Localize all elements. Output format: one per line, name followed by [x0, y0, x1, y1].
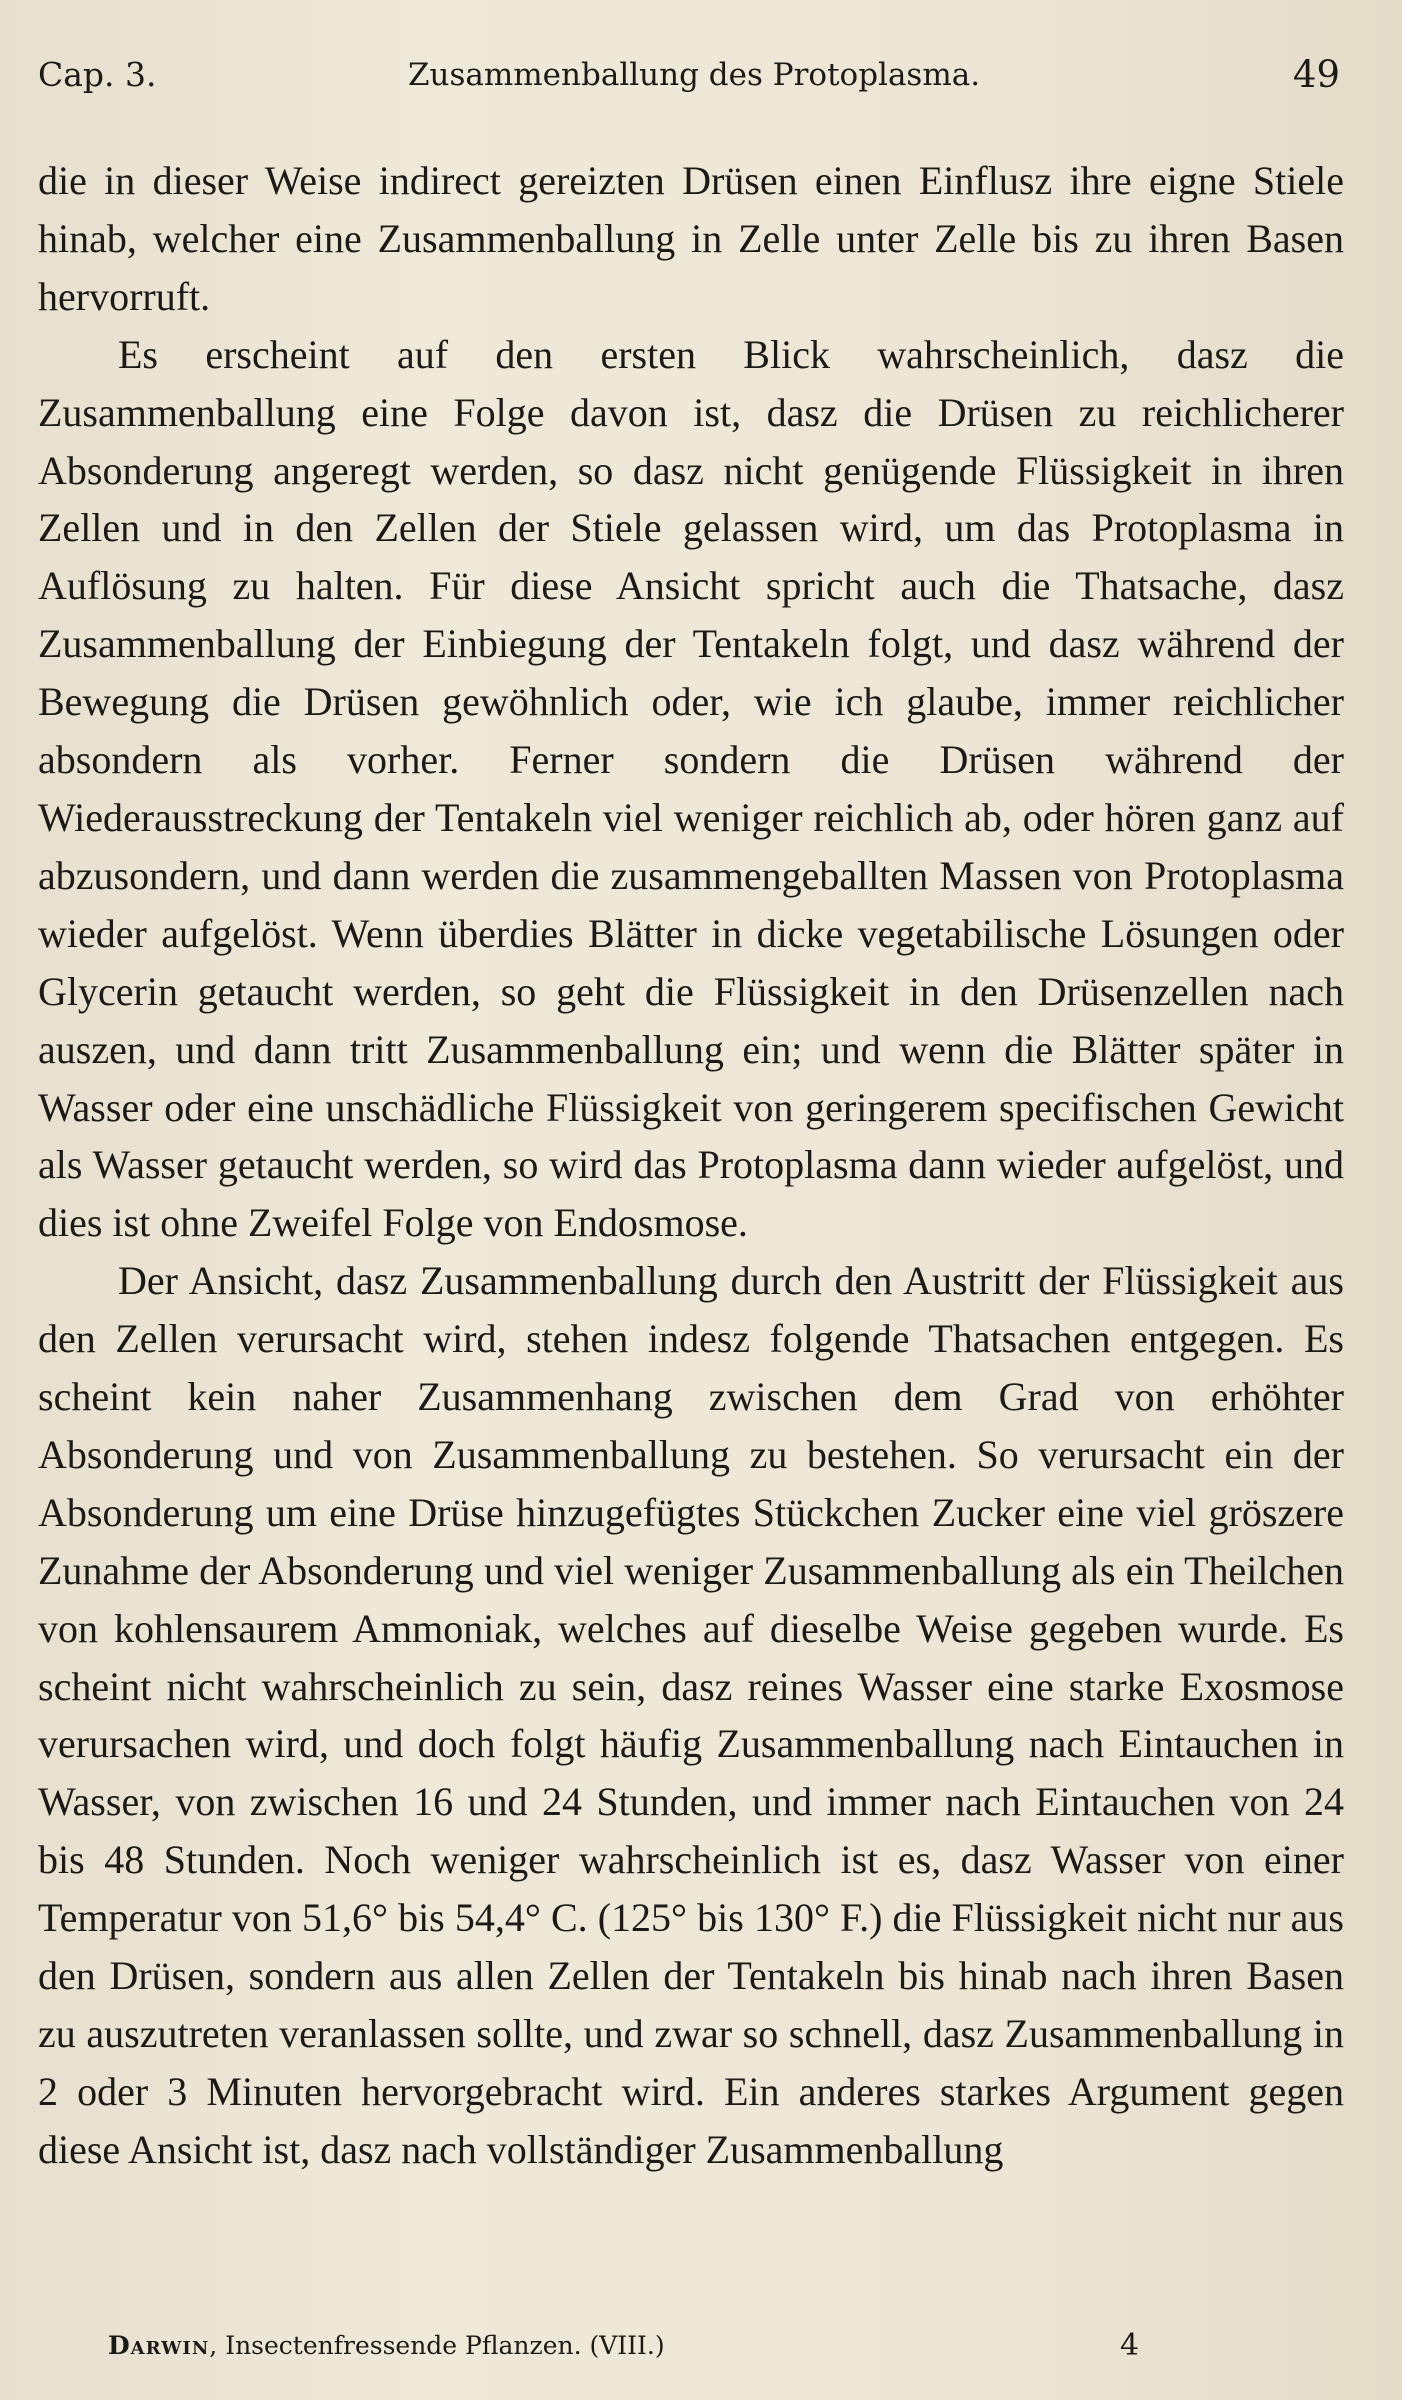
body-text	[38, 152, 1344, 2179]
paragraph-3: Der Ansicht, dasz Zusammenballung durch den Austritt der Flüssigkeit aus den Zellen verursacht wird, stehen indesz folgende Thatsachen entgegen. Es scheint kein naher Zusammenhang zwischen dem Grad von erhöhter Absonderung und von Zusammenballung zu bestehen. So verursacht ein der Absonderung um eine Drüse hinzugefügtes Stückchen Zucker eine viel gröszere Zunahme der Absonderung und viel weniger Zusammenballung als ein Theilchen von kohlensaurem Ammoniak, welches auf dieselbe Weise gegeben wurde. Es scheint nicht wahrscheinlich zu sein, dasz reines Wasser eine starke Exosmose verursachen wird, und doch folgt häufig Zusammenballung nach Eintauchen in Wasser, von zwischen 16 und 24 Stunden, und immer nach Eintauchen von 24 bis 48 Stunden. Noch weniger wahrscheinlich ist es, dasz Wasser von einer Temperatur von 51,6° bis 54,4° C. (125° bis 130° F.) die Flüssigkeit nicht nur aus den Drüsen, sondern aus allen Zellen der Tentakeln bis hinab nach ihren Basen zu auszutreten veranlassen sollte, und zwar so schnell, dasz Zusammenballung in 2 oder 3 Minuten hervorgebracht wird. Ein anderes starkes Argument gegen diese Ansicht ist, dasz nach vollständiger Zusammenballung	[38, 1258, 1344, 2172]
footer-citation	[108, 2326, 665, 2366]
footer-author: Darwin	[108, 2331, 210, 2360]
chapter-label: Cap. 3.	[38, 55, 157, 94]
running-head	[38, 40, 1344, 110]
page-footer	[108, 2326, 1344, 2366]
page-number: 49	[1292, 53, 1340, 96]
footer-work: , Insectenfressende Pflanzen. (VIII.)	[209, 2331, 665, 2360]
signature-mark: 4	[1120, 2328, 1140, 2363]
paragraph-2: Es erscheint auf den ersten Blick wahrscheinlich, dasz die Zusammenballung eine Folge davon ist, dasz die Drüsen zu reichlicherer Absonderung angeregt werden, so dasz nicht genügende Flüssigkeit in ihren Zellen und in den Zellen der Stiele gelassen wird, um das Protoplasma in Auflösung zu halten. Für diese Ansicht spricht auch die Thatsache, dasz Zusammenballung der Einbiegung der Tentakeln folgt, und dasz während der Bewegung die Drüsen gewöhnlich oder, wie ich glaube, immer reichlicher absondern als vorher. Ferner sondern die Drüsen während der Wiederausstreckung der Tentakeln viel weniger reichlich ab, oder hören ganz auf abzusondern, und dann werden die zusammengeballten Massen von Protoplasma wieder aufgelöst. Wenn überdies Blätter in dicke vegetabilische Lösungen oder Glycerin getaucht werden, so geht die Flüssigkeit in den Drüsenzellen nach auszen, und dann tritt Zusammenballung ein; und wenn die Blätter später in Wasser oder eine unschädliche Flüssigkeit von geringerem specifischen Gewicht als Wasser getaucht werden, so wird das Protoplasma dann wieder aufgelöst, und dies ist ohne Zweifel Folge von Endosmose.	[38, 331, 1344, 1246]
running-title: Zusammenballung des Protoplasma.	[408, 57, 981, 93]
paragraph-1: die in dieser Weise indirect gereizten Drüsen einen Einflusz ihre eigne Stiele hinab, welcher eine Zusammenballung in Zelle unter Zelle bis zu ihren Basen hervorruft.	[38, 158, 1344, 319]
